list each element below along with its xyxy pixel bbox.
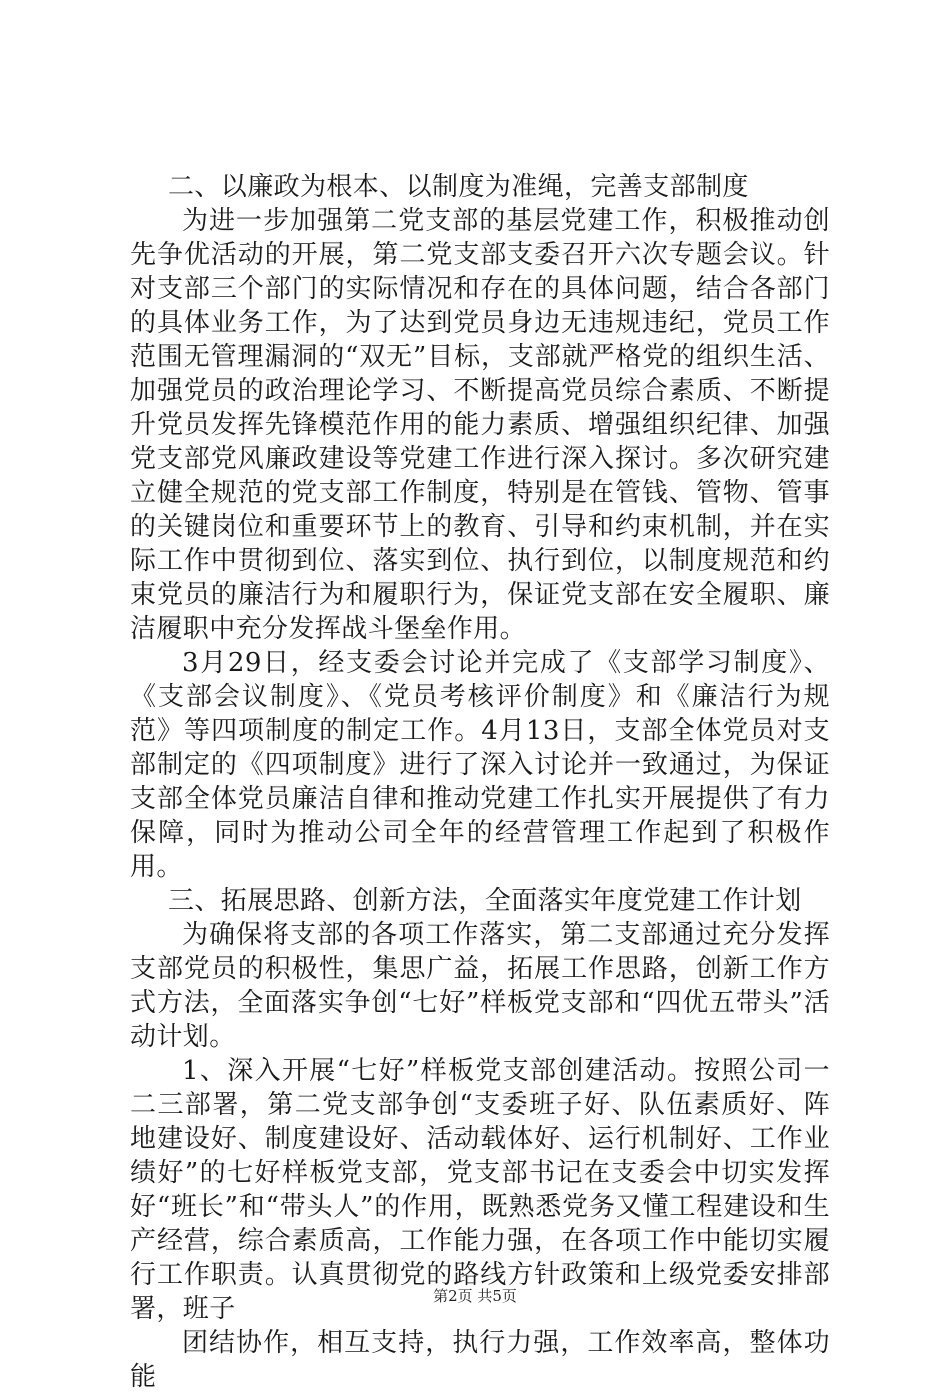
section-heading-3: 三、拓展思路、创新方法，全面落实年度党建工作计划 (168, 886, 802, 916)
body-paragraph: 为进一步加强第二党支部的基层党建工作，积极推动创先争优活动的开展，第二党支部支委召开六次专题会议。针对支部三个部门的实际情况和存在的具体问题，结合各部门的具体业务工作，为了达到党员身边无违规违纪，党员工作范围无管理漏洞的“双无”目标，支部就严格党的组织生活、加强党员的政治理论学习、不断提高党员综合素质、不断提升党员发挥先锋模范作用的能力素质、增强组织纪律、加强党支部党风廉政建设等党建工作进行深入探讨。多次研究建立健全规范的党支部工作制度，特别是在管钱、管物、管事的关键岗位和重要环节上的教育、引导和约束机制，并在实际工作中贯彻到位、落实到位、执行到位，以制度规范和约束党员的廉洁行为和履职行为，保证党支部在安全履职、廉洁履职中充分发挥战斗堡垒作用。 (130, 206, 830, 644)
document-body (130, 170, 830, 1394)
body-paragraph: 3月29日，经支委会讨论并完成了《支部学习制度》、《支部会议制度》、《党员考核评价制度》和《廉洁行为规范》等四项制度的制定工作。4月13日，支部全体党员对支部制定的《四项制度》进行了深入讨论并一致通过，为保证支部全体党员廉洁自律和推动党建工作扎实开展提供了有力保障，同时为推动公司全年的经营管理工作起到了积极作用。 (130, 648, 830, 882)
body-paragraph: 团结协作，相互支持，执行力强，工作效率高，整体功能 (130, 1328, 830, 1392)
body-paragraph: 1、深入开展“七好”样板党支部创建活动。按照公司一二三部署，第二党支部争创“支委班子好、队伍素质好、阵地建设好、制度建设好、活动载体好、运行机制好、工作业绩好”的七好样板党支部，党支部书记在支委会中切实发挥好“班长”和“带头人”的作用，既熟悉党务又懂工程建设和生产经营，综合素质高，工作能力强，在各项工作中能切实履行工作职责。认真贯彻党的路线方针政策和上级党委安排部署，班子 (130, 1056, 830, 1324)
page-number-footer: 第2页 共5页 (433, 1287, 517, 1305)
body-paragraph: 为确保将支部的各项工作落实，第二支部通过充分发挥支部党员的积极性，集思广益，拓展工作思路，创新工作方式方法，全面落实争创“七好”样板党支部和“四优五带头”活动计划。 (130, 920, 830, 1052)
section-heading-2: 二、以廉政为根本、以制度为准绳，完善支部制度 (168, 172, 749, 202)
